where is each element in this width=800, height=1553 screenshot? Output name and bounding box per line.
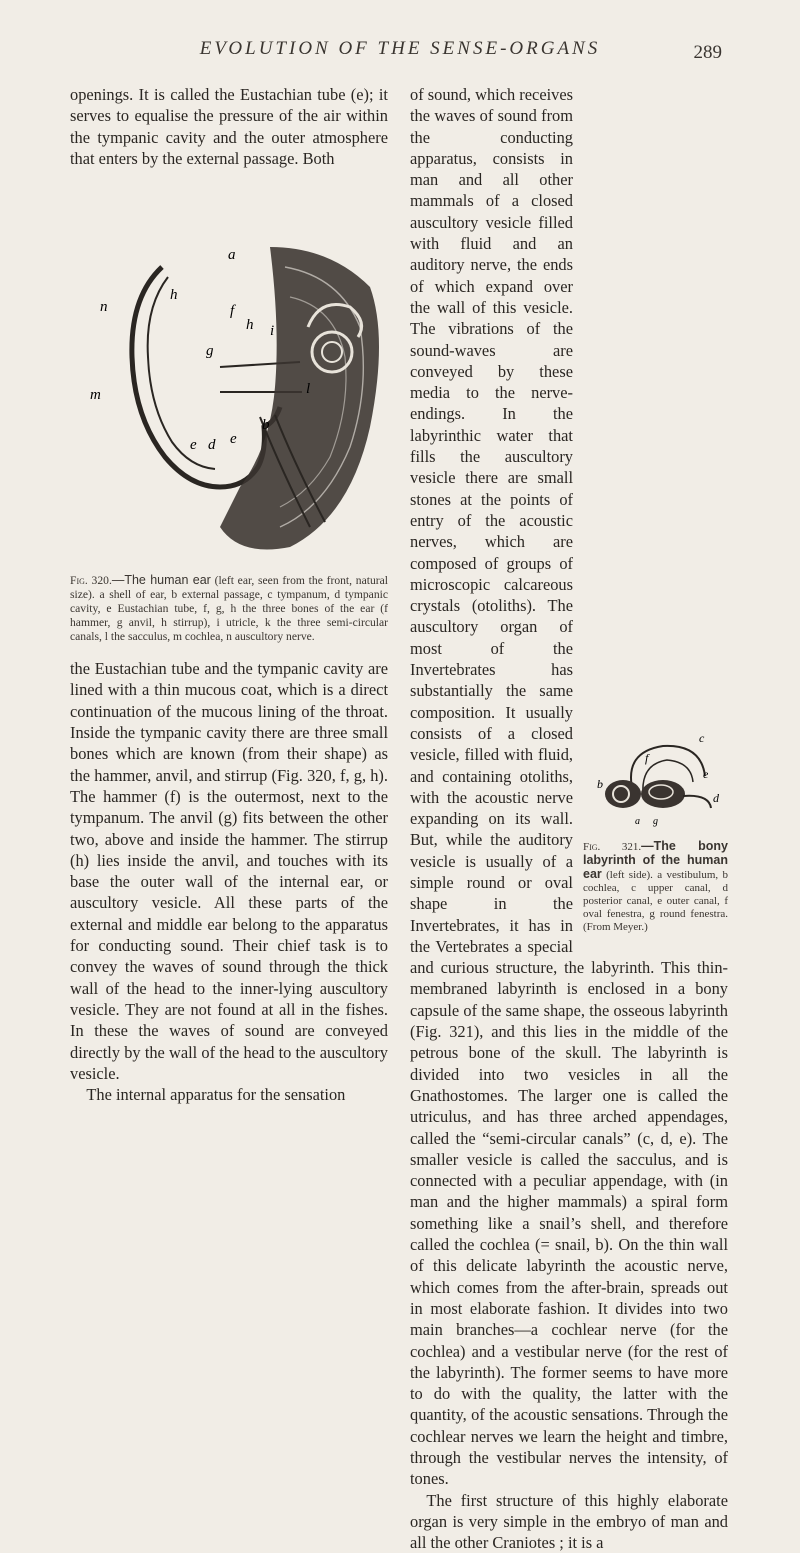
figure-321-bony-labyrinth: [583, 732, 728, 948]
fig2-caption-body: (left side). a vestibulum, b cochlea, c upper canal, d posterior canal, e outer canal, f oval fenestra, g round fenestra. (From Meyer.): [583, 869, 728, 933]
fig2-caption-number: Fig. 321.: [583, 841, 642, 853]
fig1-label-h: h: [170, 287, 178, 304]
labyrinth-illustration: [583, 732, 728, 832]
fig2-label-g: g: [653, 816, 658, 827]
left-paragraph-3: The internal apparatus for the sensation: [86, 1085, 346, 1105]
right-column: [410, 84, 728, 1553]
fig1-label-e2: e: [230, 431, 237, 448]
fig1-caption-title: —The human ear: [111, 573, 211, 588]
fig2-label-e: e: [703, 767, 709, 781]
figure-320-caption: [70, 573, 388, 644]
fig1-label-n: n: [100, 299, 108, 316]
fig1-label-e: e: [190, 437, 197, 454]
fig1-label-f: f: [230, 303, 235, 320]
left-column: [70, 84, 388, 1105]
fig2-label-b: b: [597, 777, 603, 791]
fig1-label-i: i: [270, 323, 275, 340]
fig1-label-m: m: [90, 387, 101, 404]
fig2-label-f: f: [645, 751, 649, 765]
right-paragraph-2: The first structure of this highly elaborate organ is very simple in the embryo of man and all the other Craniotes ; it is a: [410, 1490, 728, 1553]
fig1-label-d: d: [208, 437, 216, 454]
fig2-caption-title: —The bony labyrinth of the human ear: [583, 839, 728, 881]
fig2-label-c: c: [699, 732, 705, 745]
figure-321-caption: [583, 840, 728, 934]
page-number: 289: [693, 42, 722, 63]
fig1-label-h2: h: [246, 317, 254, 334]
fig2-label-d: d: [713, 791, 719, 805]
fig1-caption-number: Fig. 320.: [70, 574, 112, 588]
fig1-caption-body: (left ear, seen from the front, natural size). a shell of ear, b external passage, c tympanum, d tympanic cavity, e Eustachian tube, f, g, h the three bones of the ear (f hammer, g anvil, h stirrup), i utricle, k the three semi-circular canals, l the sacculus, m cochlea, n auscultory nerve.: [70, 574, 388, 644]
figure-320-human-ear: [70, 187, 388, 567]
left-paragraph-2: the Eustachian tube and the tympanic cavity are lined with a thin mucous coat, which is a direct continuation of the mucous lining of the throat. Inside the tympanic cavity there are three small bones which are known (from their shape) as the hammer, anvil, and stirrup (Fig. 320, f, g, h). The hammer (f) is the outermost, next to the tympanum. The anvil (g) fits between the other two, above and inside the hammer. The stirrup (h) lies inside the anvil, and touches with its base the outer wall of the internal ear, or auscultory vesicle. All these parts of the external and middle ear belong to the apparatus for conducting sound. Their chief task is to convey the waves of sound through the thick wall of the head to the inner-lying auscultory vesicle. They are not found at all in the fishes. In these the waves of sound are conveyed directly by the wall of the head to the auscultory vesicle.: [70, 659, 388, 1083]
ear-illustration: [70, 187, 388, 567]
fig1-label-b: b: [262, 417, 270, 434]
running-head: EVOLUTION OF THE SENSE-ORGANS: [199, 38, 601, 59]
fig1-label-l: l: [306, 381, 311, 398]
right-paragraph-1: of sound, which receives the waves of sound from the conducting apparatus, consists in man and all other mammals of a closed auscultory vesicle filled with fluid and an auditory nerve, the ends of which expand over the wall of this vesicle. The vibrations of the sound-waves are conveyed by these media to the nerve-endings. In the labyrinthic water that fills the auscultory vesicle there are small stones at the points of entry of the acoustic nerves, which are composed of groups of microscopic calcareous crystals (otoliths). The auscultory organ of most of the Invertebrates has substantially the same composition. It usually consists of a closed vesicle, filled with fluid, and containing otoliths, with the acoustic nerve expanding on its wall. But, while the auditory vesicle is usually of a simple round or oval shape in the Invertebrates, it has in the Vertebrates a special and curious structure, the labyrinth. This thin-membraned labyrinth is enclosed in a bony capsule of the same shape, the osseous labyrinth (Fig. 321), and this lies in the middle of the petrous bone of the skull. The labyrinth is divided into two vesicles in all the Gnathostomes. The larger one is called the utriculus, and has three arched appendages, called the “semi-circular canals” (c, d, e). The smaller vesicle is called the sacculus, and is connected with a peculiar appendage, with (in man and the higher mammals) a spiral form something like a snail’s shell, and therefore called the cochlea (= snail, b). On the thin wall of this delicate labyrinth the acoustic nerve, which comes from the after-brain, spreads out in most elaborate fashion. It divides into two main branches—a cochlear nerve (for the cochlea) and a vestibular nerve (for the rest of the labyrinth). The former seems to have more to do with the quality, the latter with the quantity, of the acoustic sensations. Through the cochlear nerves we learn the height and timbre, through the vestibular nerves the intensity, of tones.: [410, 85, 728, 1489]
fig1-label-a: a: [228, 247, 236, 264]
fig2-label-a: a: [635, 816, 640, 827]
left-paragraph-1: openings. It is called the Eustachian tube (e); it serves to equalise the pressure of the air within the tympanic cavity and the outer atmosphere that enters by the external passage. Both: [70, 85, 388, 168]
fig1-label-g: g: [206, 343, 214, 360]
